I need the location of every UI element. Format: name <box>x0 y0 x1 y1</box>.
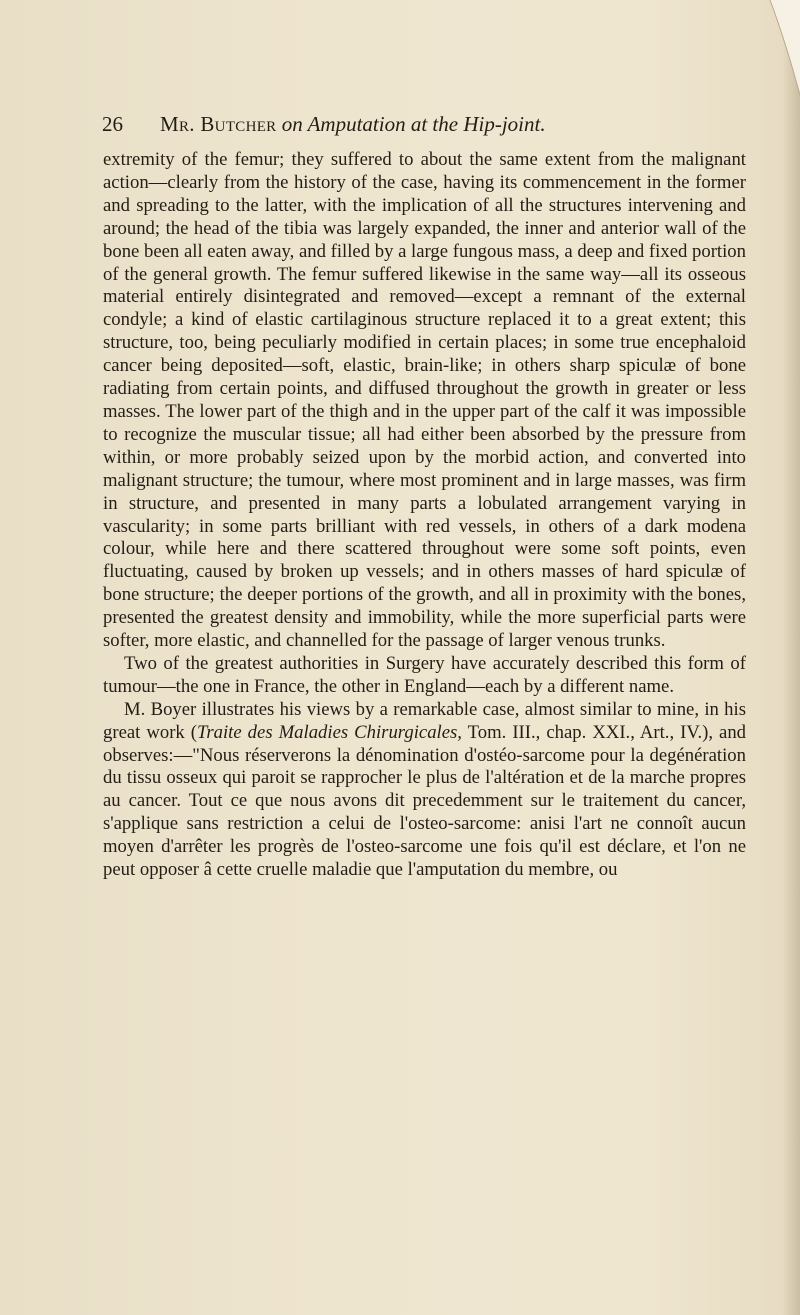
book-citation: Traite des Maladies Chirurgicales, <box>197 721 462 743</box>
page-corner-curl <box>730 0 800 120</box>
running-header <box>102 107 742 141</box>
page-edge-shadow <box>782 0 800 1315</box>
paragraph-3 <box>103 699 746 882</box>
corner-curl-graphic <box>730 0 800 120</box>
paragraph-3-rest: Tom. III., chap. XXI., Art., IV.), and observes:—"Nous réserverons la dénomination d'ostéo-sarcome pour la degénération du tissu osseux qui paroit se rapprocher le plus de l'altération et de la marche propres au cancer. Tout ce que nous avons dit precedemment sur le traitement du cancer, s'applique sans restriction a celui de l'osteo-sarcome: anisi l'art ne connoît aucun moyen d'arrêter les progrès de l'osteo-sarcome une fois qu'il est déclare, et l'on ne peut opposer â cette cruelle maladie que l'amputation du membre, ou <box>103 721 747 881</box>
paragraph-1: extremity of the femur; they suffered to about the same extent from the malignant action—clearly from the history of the case, having its commencement in the former and spreading to the latter, with the implication of all the structures intervening and around; the head of the tibia was largely expanded, the inner and anterior wall of the bone been all eaten away, and filled by a large fungous mass, a deep and fixed portion of the general growth. The femur suffered likewise in the same way—all its osseous material entirely disintegrated and removed—except a remnant of the external condyle; a kind of elastic cartilaginous structure replaced it to a great extent; this structure, too, being peculiarly modified in certain places; in some true encephaloid cancer being deposited—soft, elastic, brain-like; in others sharp spiculæ of bone radiating from certain points, and diffused throughout the growth in greater or less masses. The lower part of the thigh and in the upper part of the calf it was impossible to recognize the muscular tissue; all had either been absorbed by the pressure from within, or more probably seized upon by the morbid action, and converted into malignant structure; the tumour, where most prominent and in large masses, was firm in structure, and presented in many parts a lobulated arrangement varying in vascularity; in some parts brilliant with red vessels, in others of a dark modena colour, while here and there scattered throughout were some soft points, even fluctuating, caused by broken up vessels; and in others masses of hard spiculæ of bone structure; the deeper portions of the growth, and all in proximity with the bones, presented the greatest density and immobility, while the more superficial parts were softer, more elastic, and channelled for the passage of larger venous trunks. <box>103 149 746 652</box>
paragraph-2: Two of the greatest authorities in Surgery have accurately described this form of tumour—the one in France, the other in England—each by a different name. <box>103 652 746 697</box>
running-author: Mr. Butcher <box>160 112 277 136</box>
page-number: 26 <box>102 112 123 136</box>
running-title: on Amputation at the Hip-joint. <box>281 112 546 136</box>
body-text <box>103 149 746 882</box>
paragraph-3-lead: M. Boyer illustrates his views by a remarkable case, almost similar to mine, in his great work ( <box>103 698 746 743</box>
